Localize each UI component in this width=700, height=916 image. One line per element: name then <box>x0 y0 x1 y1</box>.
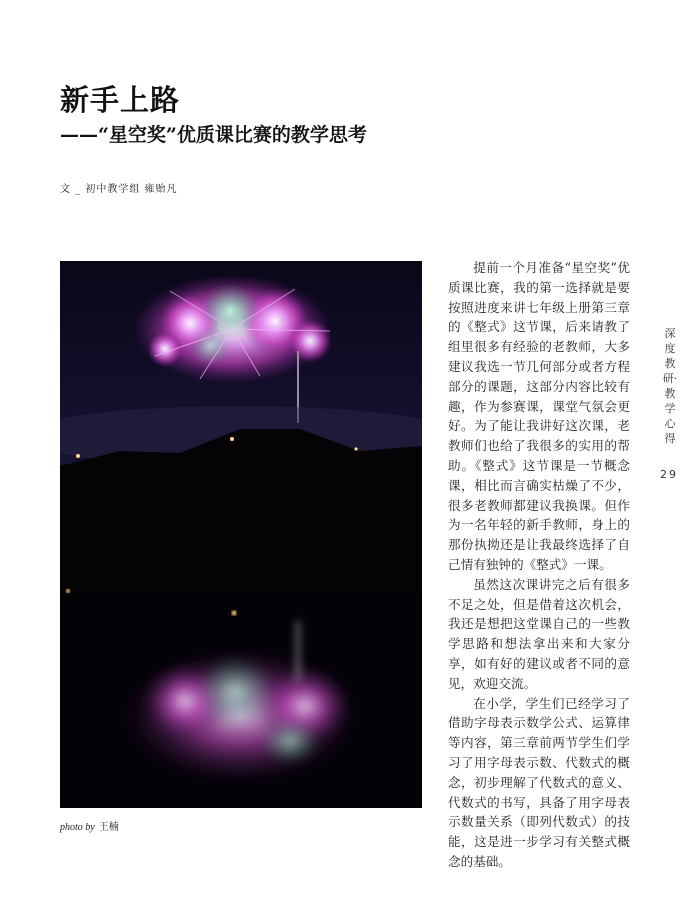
body-paragraph: 在小学，学生们已经学习了借助字母表示数学公式、运算律等内容，第三章前两节学生们学习了用字母表示数、代数式的概念，初步理解了代数式的意义、代数式的书写，具备了用字母表示数量关系（即列代数式）的技能，这是进一步学习有关整式概念的基础。 <box>448 695 630 869</box>
page-number: 29 <box>660 468 678 481</box>
photo-credit-name: 王楠 <box>98 822 119 833</box>
author-byline: 文 _ 初中教学组 雍贻凡 <box>60 184 178 195</box>
photo-credit <box>60 818 119 833</box>
article-title: 新手上路 <box>60 83 181 117</box>
article-body <box>448 258 630 872</box>
body-paragraph: 虽然这次课讲完之后有很多不足之处，但是借着这次机会，我还是想把这堂课自己的一些教学思路和想法拿出来和大家分享，如有好的建议或者不同的意见，欢迎交流。 <box>448 576 630 691</box>
article-subtitle: ——“星空奖”优质课比赛的教学思考 <box>60 124 367 146</box>
body-paragraph: 提前一个月准备“星空奖”优质课比赛，我的第一选择就是要按照进度来讲七年级上册第三章的《整式》这节课，后来请教了组里很多有经验的老教师，大多建议我选一节几何部分或者方程部分的课题，这部分内容比较有趣，作为参赛课，课堂气氛会更好。为了能让我讲好这次课，老教师们也给了我很多的实用的帮助。《整式》这节课是一节概念课，相比而言确实枯燥了不少，很多老教师都建议我换课。但作为一名年轻的新手教师，身上的那份执拗还是让我最终选择了自己情有独钟的《整式》一课。 <box>448 260 630 572</box>
photo-credit-prefix: photo by <box>60 822 95 833</box>
section-label: 深度教研·教学心得 <box>662 327 678 445</box>
fireworks-photo <box>60 261 422 808</box>
